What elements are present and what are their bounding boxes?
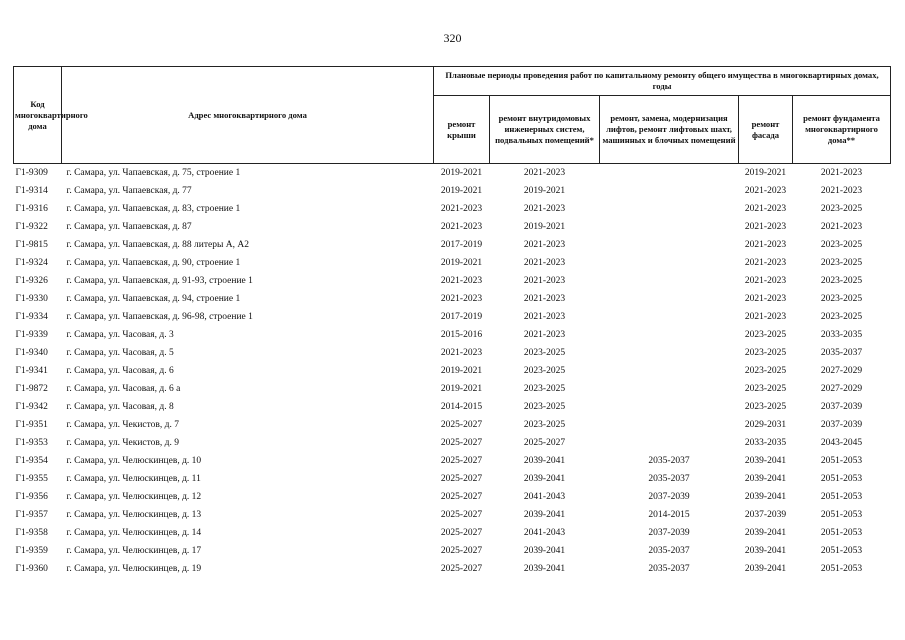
table-row: [14, 560, 891, 578]
cell-lifts: [600, 236, 739, 254]
cell-facade: 2021-2023: [744, 258, 787, 268]
cell-systems: 2019-2021: [523, 186, 566, 196]
cell-roof: 2019-2021: [440, 366, 483, 376]
cell-address: г. Самара, ул. Часовая, д. 6: [66, 366, 174, 376]
cell-roof: 2017-2019: [440, 240, 483, 250]
table-row: [14, 272, 891, 290]
cell-address: г. Самара, ул. Челюскинцев, д. 13: [66, 510, 202, 520]
cell-address: г. Самара, ул. Чапаевская, д. 91-93, строение 1: [66, 276, 253, 286]
header-facade: ремонт фасада: [739, 96, 793, 164]
cell-systems: 2021-2023: [523, 168, 566, 178]
cell-foundation: 2037-2039: [820, 420, 863, 430]
header-code: Код многоквартирного дома: [14, 67, 62, 164]
cell-roof: 2021-2023: [440, 222, 483, 232]
cell-facade: 2019-2021: [744, 168, 787, 178]
cell-roof: 2025-2027: [440, 456, 483, 466]
cell-lifts: [600, 416, 739, 434]
cell-facade: 2021-2023: [744, 186, 787, 196]
cell-foundation: 2021-2023: [820, 186, 863, 196]
cell-systems: 2021-2023: [523, 312, 566, 322]
table-row: [14, 344, 891, 362]
table-row: [14, 416, 891, 434]
cell-code: Г1-9314: [15, 186, 48, 196]
cell-address: г. Самара, ул. Чапаевская, д. 90, строение 1: [66, 258, 241, 268]
cell-lifts: [600, 398, 739, 416]
cell-foundation: 2051-2053: [820, 474, 863, 484]
cell-facade: 2037-2039: [744, 510, 787, 520]
cell-address: г. Самара, ул. Чапаевская, д. 75, строение 1: [66, 168, 241, 178]
cell-facade: 2021-2023: [744, 294, 787, 304]
cell-systems: 2039-2041: [523, 474, 566, 484]
cell-lifts: 2014-2015: [648, 510, 690, 520]
table-row: [14, 290, 891, 308]
cell-systems: 2039-2041: [523, 510, 566, 520]
cell-roof: 2021-2023: [440, 204, 483, 214]
table-row: [14, 542, 891, 560]
cell-code: Г1-9358: [15, 528, 48, 538]
table-row: [14, 218, 891, 236]
cell-code: Г1-9356: [15, 492, 48, 502]
cell-roof: 2019-2021: [440, 258, 483, 268]
cell-roof: 2017-2019: [440, 312, 483, 322]
cell-lifts: [600, 182, 739, 200]
cell-foundation: 2051-2053: [820, 456, 863, 466]
cell-lifts: [600, 362, 739, 380]
cell-address: г. Самара, ул. Часовая, д. 6 а: [66, 384, 181, 394]
cell-facade: 2021-2023: [744, 204, 787, 214]
header-roof: ремонт крыши: [434, 96, 490, 164]
cell-facade: 2039-2041: [744, 456, 787, 466]
cell-code: Г1-9309: [15, 168, 48, 178]
cell-roof: 2019-2021: [440, 384, 483, 394]
cell-facade: 2023-2025: [744, 348, 787, 358]
cell-foundation: 2027-2029: [820, 384, 863, 394]
cell-facade: 2039-2041: [744, 492, 787, 502]
cell-roof: 2025-2027: [440, 420, 483, 430]
table-row: [14, 434, 891, 452]
cell-code: Г1-9326: [15, 276, 48, 286]
cell-address: г. Самара, ул. Челюскинцев, д. 10: [66, 456, 202, 466]
cell-facade: 2023-2025: [744, 384, 787, 394]
cell-systems: 2021-2023: [523, 240, 566, 250]
cell-facade: 2021-2023: [744, 312, 787, 322]
cell-roof: 2025-2027: [440, 492, 483, 502]
cell-code: Г1-9322: [15, 222, 48, 232]
cell-lifts: [600, 308, 739, 326]
table-row: [14, 398, 891, 416]
header-lifts: ремонт, замена, модернизация лифтов, ремонт лифтовых шахт, машинных и блочных помещений: [600, 96, 739, 164]
cell-foundation: 2021-2023: [820, 222, 863, 232]
cell-foundation: 2023-2025: [820, 294, 863, 304]
cell-code: Г1-9334: [15, 312, 48, 322]
cell-foundation: 2023-2025: [820, 276, 863, 286]
cell-lifts: [600, 290, 739, 308]
cell-address: г. Самара, ул. Часовая, д. 8: [66, 402, 174, 412]
cell-systems: 2021-2023: [523, 258, 566, 268]
cell-roof: 2015-2016: [440, 330, 483, 340]
cell-facade: 2021-2023: [744, 240, 787, 250]
table-row: [14, 380, 891, 398]
cell-systems: 2025-2027: [523, 438, 566, 448]
cell-systems: 2023-2025: [523, 348, 566, 358]
header-group: Плановые периоды проведения работ по капитальному ремонту общего имущества в многоквартирных домах, годы: [434, 67, 891, 96]
cell-systems: 2021-2023: [523, 204, 566, 214]
cell-systems: 2023-2025: [523, 366, 566, 376]
cell-roof: 2025-2027: [440, 528, 483, 538]
cell-code: Г1-9815: [15, 240, 48, 250]
cell-systems: 2039-2041: [523, 456, 566, 466]
cell-lifts: [600, 218, 739, 236]
cell-code: Г1-9316: [15, 204, 48, 214]
cell-systems: 2019-2021: [523, 222, 566, 232]
cell-roof: 2025-2027: [440, 546, 483, 556]
cell-code: Г1-9339: [15, 330, 48, 340]
cell-address: г. Самара, ул. Челюскинцев, д. 19: [66, 564, 202, 574]
cell-foundation: 2033-2035: [820, 330, 863, 340]
cell-foundation: 2051-2053: [820, 510, 863, 520]
cell-address: г. Самара, ул. Челюскинцев, д. 12: [66, 492, 202, 502]
cell-lifts: 2037-2039: [648, 492, 690, 502]
table-row: [14, 236, 891, 254]
cell-systems: 2039-2041: [523, 564, 566, 574]
table-row: [14, 200, 891, 218]
page-number: 320: [443, 31, 462, 45]
cell-lifts: [600, 164, 739, 183]
cell-systems: 2023-2025: [523, 420, 566, 430]
cell-systems: 2021-2023: [523, 294, 566, 304]
cell-address: г. Самара, ул. Чапаевская, д. 88 литеры А, А2: [66, 240, 249, 250]
header-address: Адрес многоквартирного дома: [62, 67, 434, 164]
cell-foundation: 2035-2037: [820, 348, 863, 358]
cell-facade: 2039-2041: [744, 474, 787, 484]
cell-lifts: [600, 380, 739, 398]
cell-code: Г1-9351: [15, 420, 48, 430]
cell-facade: 2039-2041: [744, 564, 787, 574]
cell-address: г. Самара, ул. Чекистов, д. 7: [66, 420, 179, 430]
cell-foundation: 2021-2023: [820, 168, 863, 178]
cell-address: г. Самара, ул. Чапаевская, д. 94, строение 1: [66, 294, 241, 304]
cell-roof: 2021-2023: [440, 294, 483, 304]
cell-lifts: 2035-2037: [648, 456, 690, 466]
cell-roof: 2025-2027: [440, 510, 483, 520]
table-row: [14, 308, 891, 326]
table-row: [14, 362, 891, 380]
cell-code: Г1-9340: [15, 348, 48, 358]
cell-address: г. Самара, ул. Чапаевская, д. 77: [66, 186, 192, 196]
cell-lifts: 2035-2037: [648, 546, 690, 556]
cell-lifts: 2035-2037: [648, 474, 690, 484]
cell-foundation: 2023-2025: [820, 204, 863, 214]
cell-systems: 2023-2025: [523, 402, 566, 412]
table-row: [14, 506, 891, 524]
cell-code: Г1-9342: [15, 402, 48, 412]
capital-repair-table: [13, 66, 891, 578]
cell-facade: 2029-2031: [744, 420, 787, 430]
cell-roof: 2019-2021: [440, 186, 483, 196]
cell-facade: 2023-2025: [744, 366, 787, 376]
cell-facade: 2023-2025: [744, 402, 787, 412]
cell-facade: 2023-2025: [744, 330, 787, 340]
table-row: [14, 488, 891, 506]
cell-lifts: 2037-2039: [648, 528, 690, 538]
cell-foundation: 2051-2053: [820, 492, 863, 502]
cell-lifts: [600, 200, 739, 218]
table-row: [14, 452, 891, 470]
cell-code: Г1-9330: [15, 294, 48, 304]
cell-roof: 2014-2015: [440, 402, 483, 412]
cell-address: г. Самара, ул. Чапаевская, д. 83, строение 1: [66, 204, 241, 214]
cell-code: Г1-9324: [15, 258, 48, 268]
cell-foundation: 2023-2025: [820, 258, 863, 268]
table-row: [14, 470, 891, 488]
cell-systems: 2021-2023: [523, 330, 566, 340]
cell-lifts: [600, 434, 739, 452]
table-row: [14, 182, 891, 200]
cell-facade: 2021-2023: [744, 276, 787, 286]
cell-code: Г1-9353: [15, 438, 48, 448]
cell-foundation: 2051-2053: [820, 546, 863, 556]
cell-systems: 2023-2025: [523, 384, 566, 394]
cell-code: Г1-9355: [15, 474, 48, 484]
cell-systems: 2039-2041: [523, 546, 566, 556]
cell-systems: 2021-2023: [523, 276, 566, 286]
cell-roof: 2021-2023: [440, 348, 483, 358]
table-row: [14, 524, 891, 542]
cell-roof: 2019-2021: [440, 168, 483, 178]
cell-foundation: 2051-2053: [820, 528, 863, 538]
table-body: [14, 164, 891, 579]
cell-roof: 2021-2023: [440, 276, 483, 286]
cell-address: г. Самара, ул. Часовая, д. 5: [66, 348, 174, 358]
cell-roof: 2025-2027: [440, 474, 483, 484]
cell-foundation: 2051-2053: [820, 564, 863, 574]
table-header-row-1: [14, 67, 891, 96]
cell-lifts: [600, 254, 739, 272]
header-foundation: ремонт фундамента многоквартирного дома**: [793, 96, 891, 164]
cell-facade: 2033-2035: [744, 438, 787, 448]
cell-code: Г1-9872: [15, 384, 48, 394]
cell-address: г. Самара, ул. Челюскинцев, д. 14: [66, 528, 202, 538]
cell-systems: 2041-2043: [523, 492, 566, 502]
cell-systems: 2041-2043: [523, 528, 566, 538]
cell-roof: 2025-2027: [440, 564, 483, 574]
cell-code: Г1-9354: [15, 456, 48, 466]
cell-foundation: 2037-2039: [820, 402, 863, 412]
cell-foundation: 2027-2029: [820, 366, 863, 376]
table-row: [14, 326, 891, 344]
table-row: [14, 254, 891, 272]
table-row: [14, 164, 891, 183]
cell-facade: 2039-2041: [744, 528, 787, 538]
cell-lifts: [600, 272, 739, 290]
cell-code: Г1-9341: [15, 366, 48, 376]
cell-address: г. Самара, ул. Челюскинцев, д. 11: [66, 474, 201, 484]
cell-address: г. Самара, ул. Часовая, д. 3: [66, 330, 174, 340]
cell-code: Г1-9359: [15, 546, 48, 556]
cell-facade: 2039-2041: [744, 546, 787, 556]
cell-foundation: 2023-2025: [820, 240, 863, 250]
cell-lifts: [600, 344, 739, 362]
cell-address: г. Самара, ул. Чапаевская, д. 87: [66, 222, 192, 232]
header-systems: ремонт внутридомовых инженерных систем, подвальных помещений*: [490, 96, 600, 164]
cell-lifts: [600, 326, 739, 344]
cell-address: г. Самара, ул. Челюскинцев, д. 17: [66, 546, 202, 556]
cell-foundation: 2043-2045: [820, 438, 863, 448]
cell-code: Г1-9357: [15, 510, 48, 520]
cell-lifts: 2035-2037: [648, 564, 690, 574]
cell-address: г. Самара, ул. Чекистов, д. 9: [66, 438, 179, 448]
cell-roof: 2025-2027: [440, 438, 483, 448]
cell-address: г. Самара, ул. Чапаевская, д. 96-98, строение 1: [66, 312, 253, 322]
cell-code: Г1-9360: [15, 564, 48, 574]
cell-facade: 2021-2023: [744, 222, 787, 232]
cell-foundation: 2023-2025: [820, 312, 863, 322]
